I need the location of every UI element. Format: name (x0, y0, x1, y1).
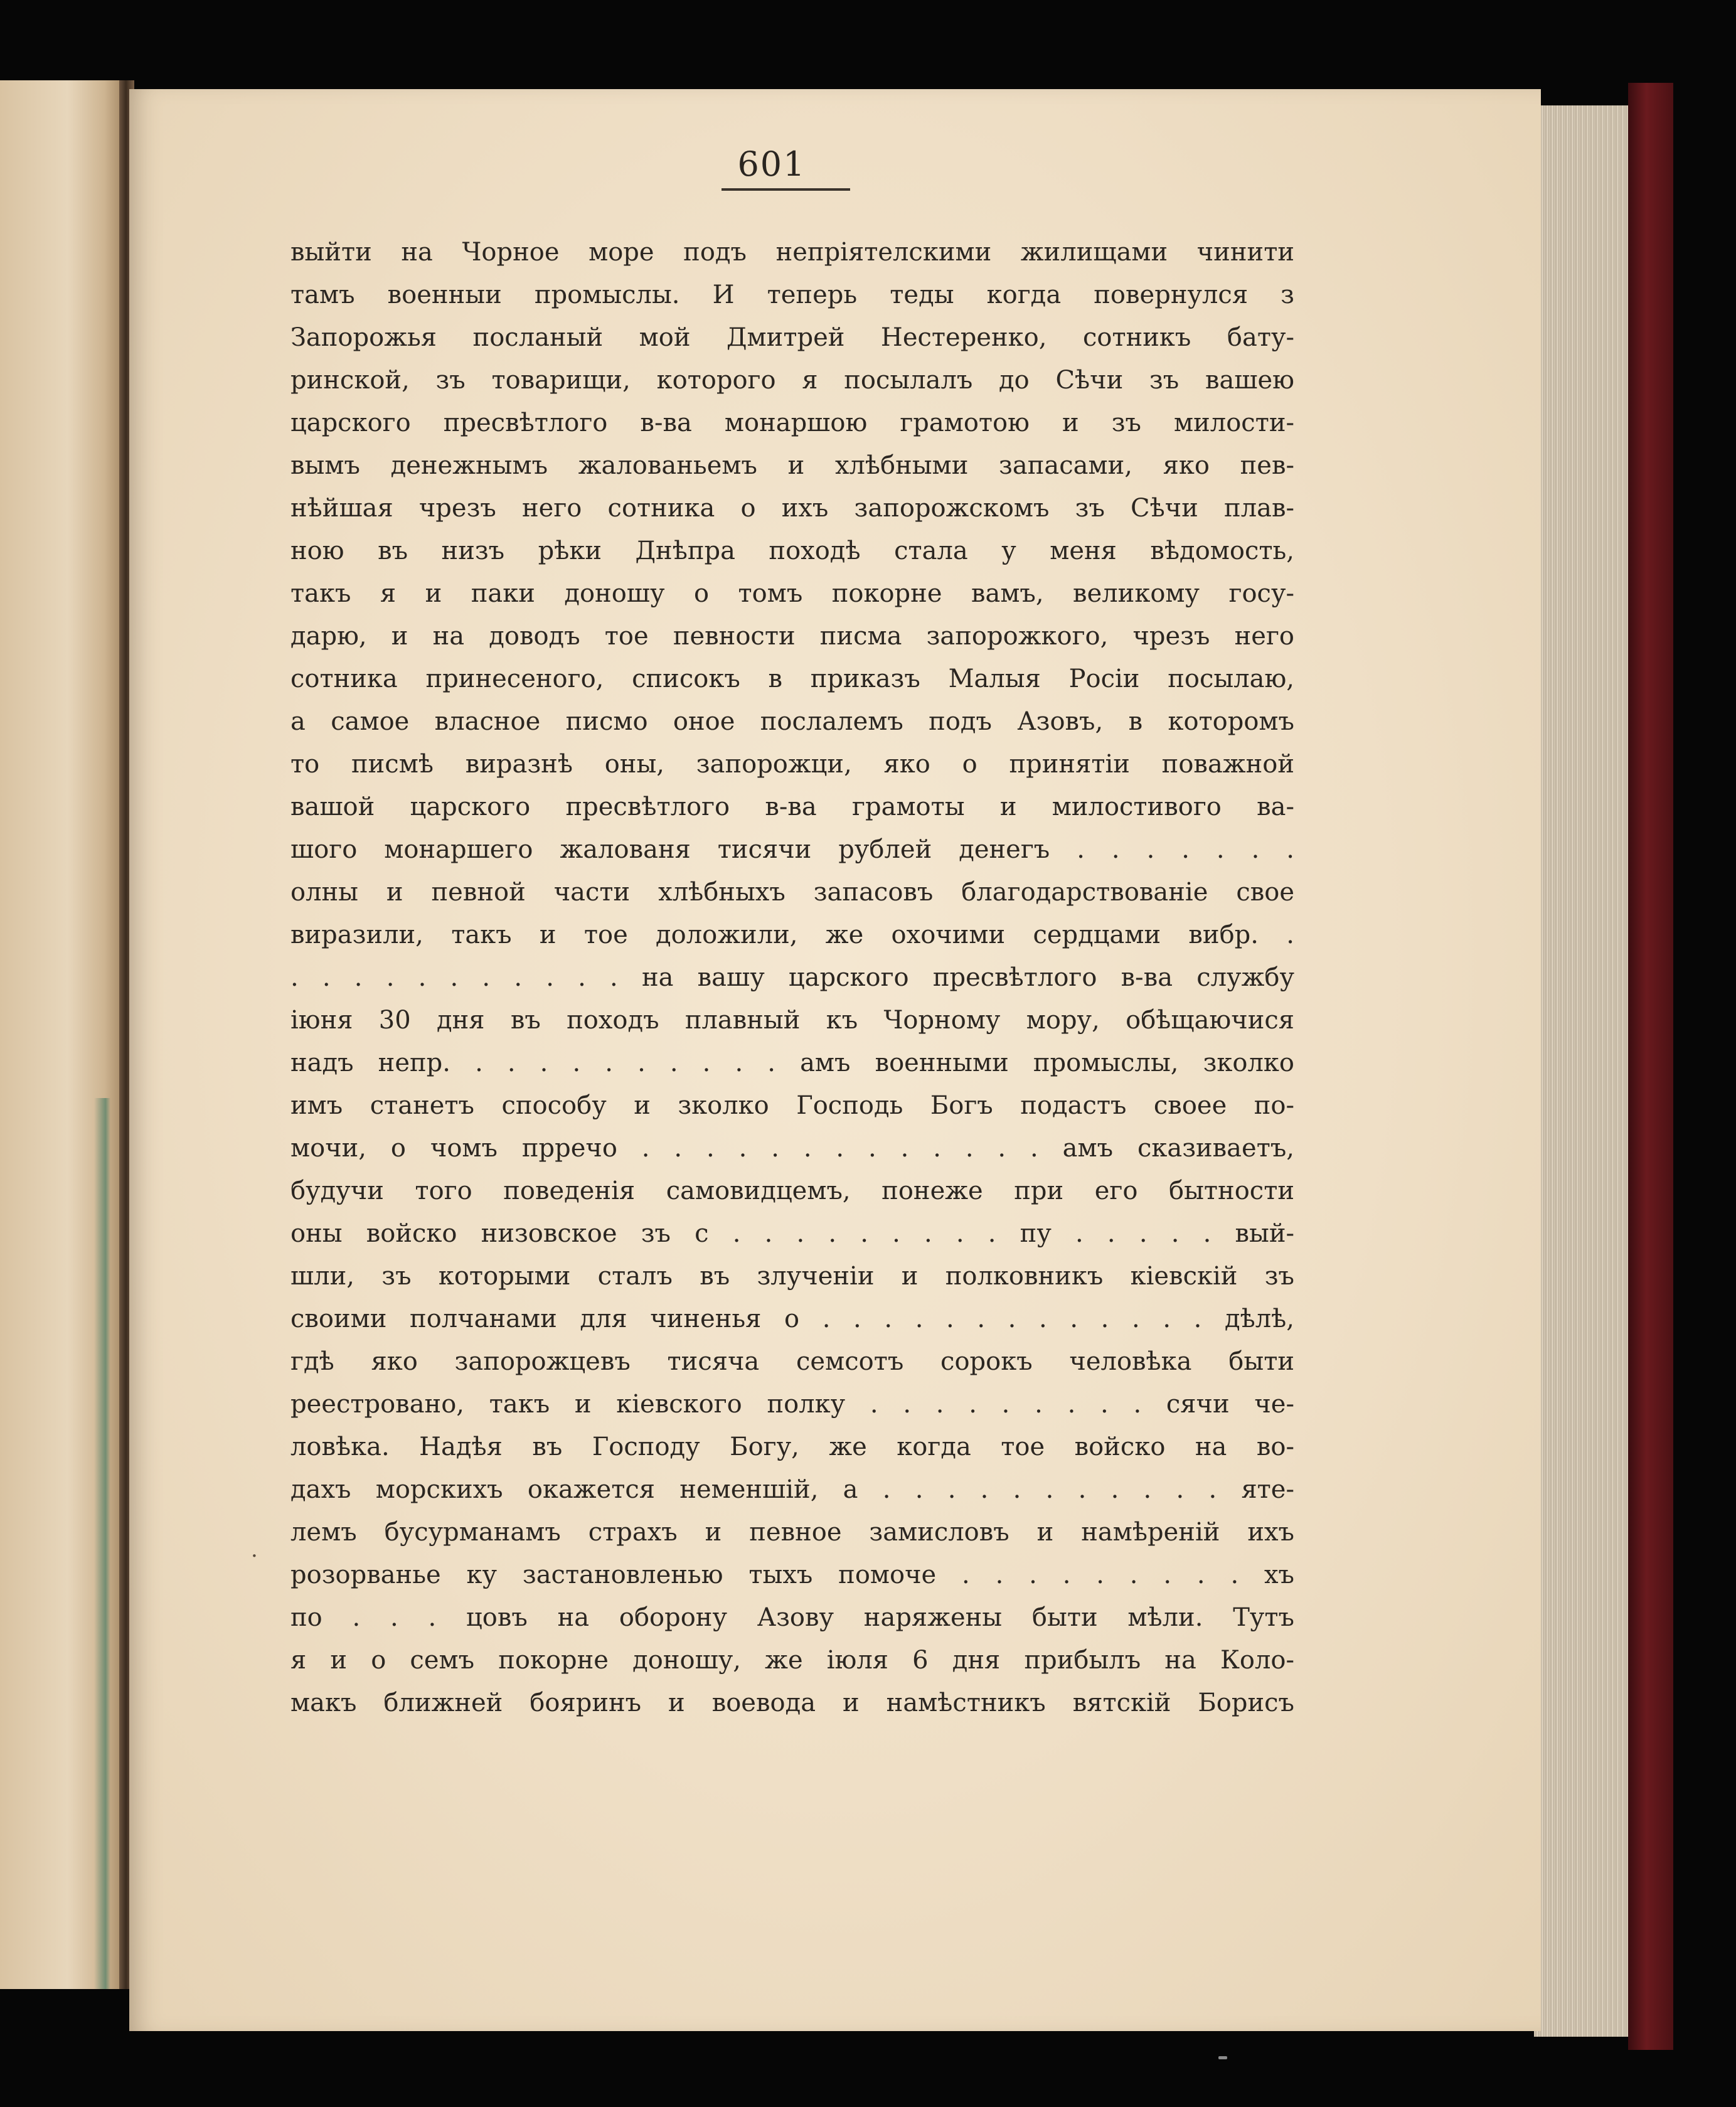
text-line: мочи, о чомъ прречо . . . . . . . . . . . . . амъ сказиваетъ, (290, 1134, 1294, 1163)
text-line: олны и певной части хлѣбныхъ запасовъ благодарствованіе свое (290, 878, 1294, 907)
text-line: дарю, и на доводъ тое певности писма запорожкого, чрезъ него (290, 622, 1294, 651)
text-line: имъ станетъ способу и зколко Господь Богъ подастъ своее по- (290, 1091, 1294, 1120)
text-line: ринской, зъ товарищи, которого я посылалъ до Сѣчи зъ вашею (290, 366, 1294, 395)
text-line: шого монаршего жалованя тисячи рублей денегъ . . . . . . . (290, 835, 1294, 864)
text-line: реестровано, такъ и кіевского полку . . . . . . . . . сячи че- (290, 1390, 1294, 1419)
text-line: то писмѣ виразнѣ оны, запорожци, яко о принятіи поважной (290, 750, 1294, 779)
text-line: тамъ военныи промыслы. И теперь теды когда повернулся з (290, 280, 1294, 309)
text-line: розорванье ку застановленью тыхъ помоче . . . . . . . . . хъ (290, 1560, 1294, 1589)
text-line: царского пресвѣтлого в-ва монаршою грамотою и зъ милости- (290, 408, 1294, 437)
text-line: . . . . . . . . . . . на вашу царского пресвѣтлого в-ва службу (290, 963, 1294, 992)
bottom-speck (1218, 2056, 1227, 2059)
text-line: макъ ближней бояринъ и воевода и намѣстникъ вятскій Борисъ (290, 1688, 1294, 1717)
text-line: своими полчанами для чиненья о . . . . . . . . . . . . . дѣлѣ, (290, 1304, 1294, 1333)
left-page-stain (94, 1098, 110, 1989)
page-number: 601 (737, 144, 806, 184)
text-line: я и о семъ покорне доношу, же іюля 6 дня прибылъ на Коло- (290, 1646, 1294, 1675)
text-line: надъ непр. . . . . . . . . . . амъ военными промыслы, зколко (290, 1048, 1294, 1077)
page-stack-edge (1534, 105, 1628, 2037)
book-cover-edge (1628, 83, 1673, 2050)
text-line: оны войско низовское зъ с . . . . . . . . . пу . . . . . вый- (290, 1219, 1294, 1248)
text-line: дахъ морскихъ окажется неменшій, а . . . . . . . . . . . яте- (290, 1475, 1294, 1504)
body-text (290, 231, 1294, 1724)
text-line: вымъ денежнымъ жалованьемъ и хлѣбными запасами, яко пев- (290, 451, 1294, 480)
text-line: выйти на Чорное море подъ непріятелскими жилищами чинити (290, 238, 1294, 267)
text-line: шли, зъ которыми сталъ въ злученіи и полковникъ кіевскій зъ (290, 1262, 1294, 1291)
text-line: іюня 30 дня въ походъ плавный къ Чорному мору, обѣщаючися (290, 1006, 1294, 1035)
text-line: гдѣ яко запорожцевъ тисяча семсотъ сорокъ человѣка быти (290, 1347, 1294, 1376)
text-line: ловѣка. Надѣя въ Господу Богу, же когда тое войско на во- (290, 1432, 1294, 1461)
page-number-rule (722, 188, 850, 191)
text-line: будучи того поведенія самовидцемъ, понеже при его бытности (290, 1176, 1294, 1205)
text-line: вашой царского пресвѣтлого в-ва грамоты и милостивого ва- (290, 792, 1294, 821)
margin-mark: · (251, 1544, 258, 1569)
text-line: лемъ бусурманамъ страхъ и певное замисловъ и намѣреній ихъ (290, 1518, 1294, 1547)
text-line: Запорожья посланый мой Дмитрей Нестеренко, сотникъ бату- (290, 323, 1294, 352)
text-line: нѣйшая чрезъ него сотника о ихъ запорожскомъ зъ Сѣчи плав- (290, 494, 1294, 523)
text-line: виразили, такъ и тое доложили, же охочими сердцами вибр. . (290, 920, 1294, 949)
text-line: сотника принесеного, списокъ в приказъ Малыя Росіи посылаю, (290, 664, 1294, 693)
text-line: такъ я и паки доношу о томъ покорне вамъ, великому госу- (290, 579, 1294, 608)
text-line: а самое власное писмо оное послалемъ подъ Азовъ, в которомъ (290, 707, 1294, 736)
text-line: ною въ низъ рѣки Днѣпра походѣ стала у меня вѣдомость, (290, 536, 1294, 565)
text-line: по . . . цовъ на оборону Азову наряжены быти мѣли. Тутъ (290, 1603, 1294, 1632)
